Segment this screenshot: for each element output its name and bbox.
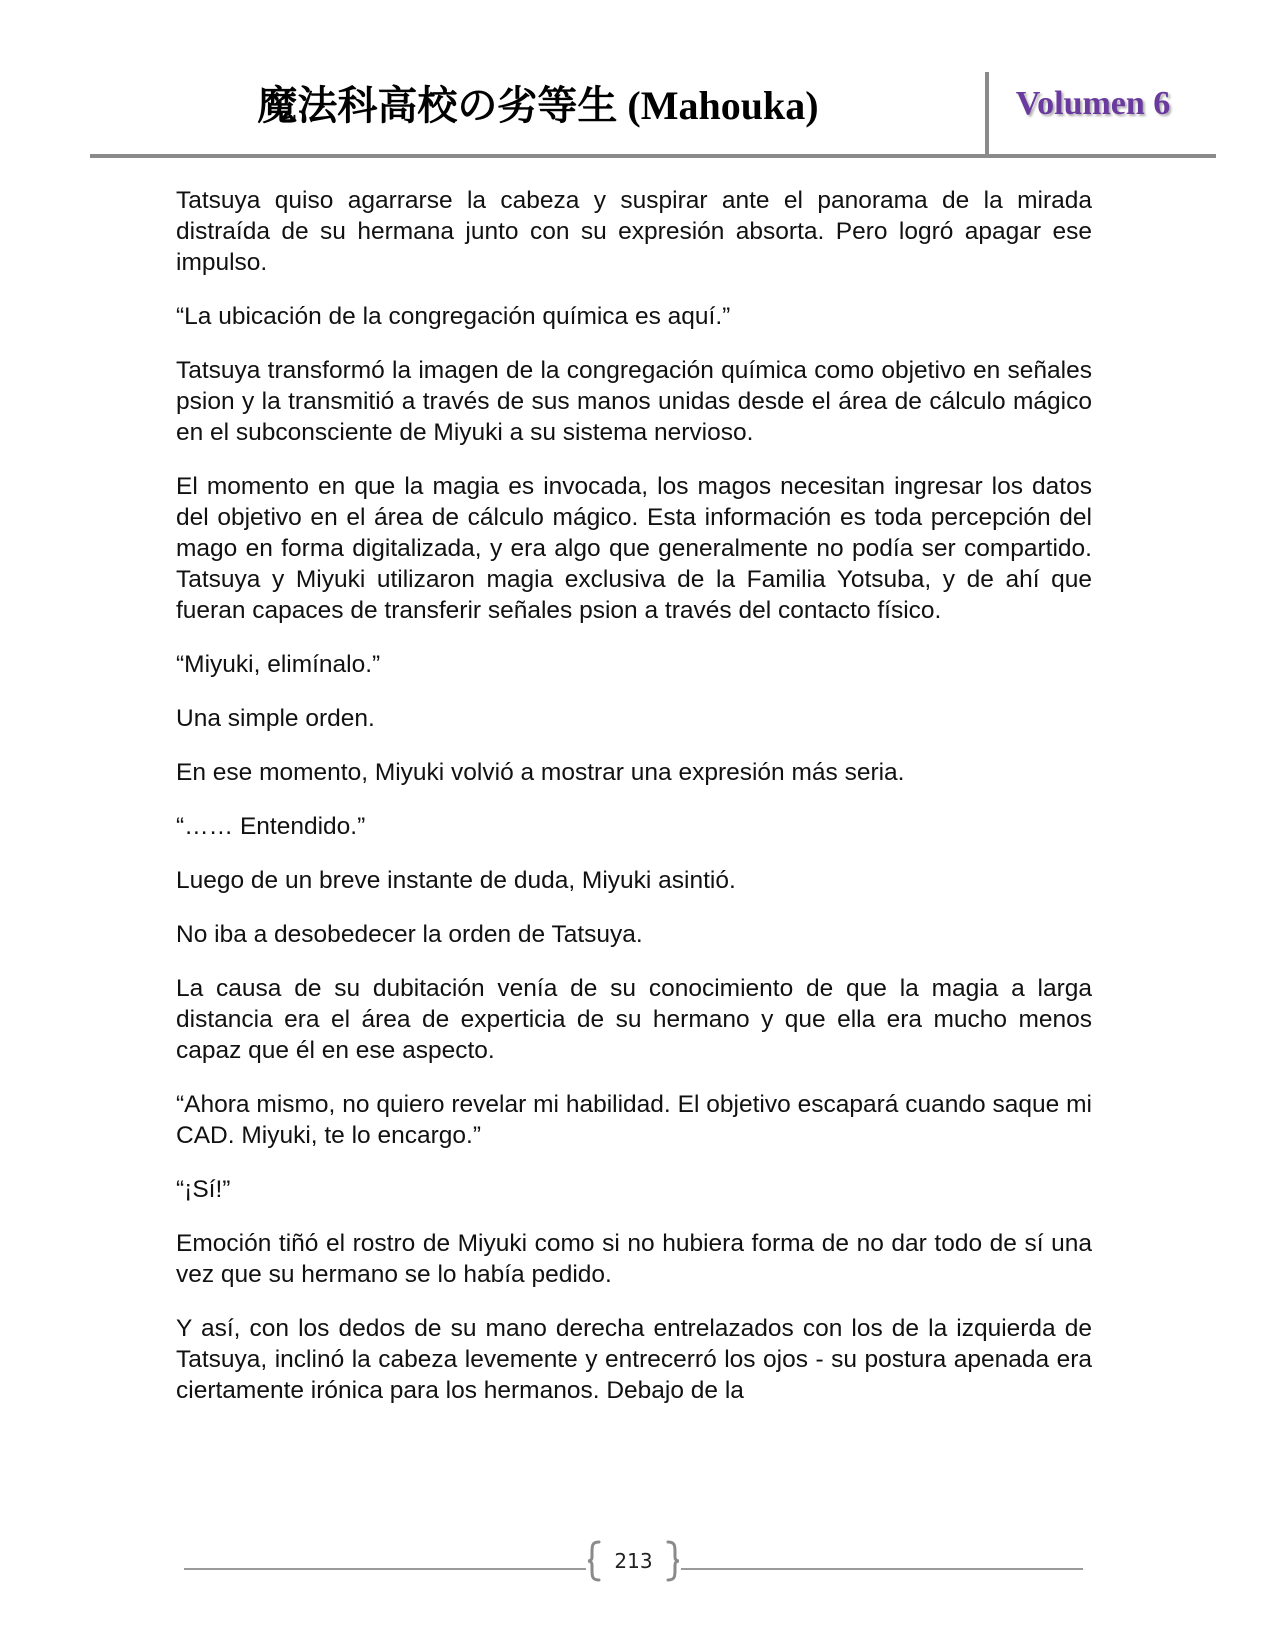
page-body [176, 185, 1092, 1429]
right-brace-icon [665, 1540, 681, 1582]
paragraph: Emoción tiñó el rostro de Miyuki como si no hubiera forma de no dar todo de sí una vez que su hermano se lo había pedido. [176, 1230, 1092, 1288]
paragraph: Tatsuya transformó la imagen de la congregación química como objetivo en señales psion y la transmitió a través de sus manos unidas desde el área de cálculo mágico en el subconsciente de Miyuki a su sistema nervioso. [176, 357, 1092, 446]
paragraph: “…… Entendido.” [176, 813, 366, 840]
header-rule [90, 154, 1216, 158]
paragraph: Una simple orden. [176, 705, 375, 732]
paragraph: “Ahora mismo, no quiero revelar mi habilidad. El objetivo escapará cuando saque mi CAD. Miyuki, te lo encargo.” [176, 1091, 1092, 1149]
page-header [0, 0, 1275, 160]
book-title: 魔法科高校の劣等生 (Mahouka) [257, 83, 819, 128]
volume-label: Volumen 6 [1015, 85, 1171, 122]
paragraph: Tatsuya quiso agarrarse la cabeza y suspirar ante el panorama de la mirada distraída de su hermana junto con su expresión absorta. Pero logró apagar ese impulso. [176, 187, 1092, 276]
paragraph: “Miyuki, elimínalo.” [176, 651, 381, 678]
paragraph: No iba a desobedecer la orden de Tatsuya. [176, 921, 643, 948]
paragraph: Luego de un breve instante de duda, Miyuki asintió. [176, 867, 736, 894]
page-footer [0, 1540, 1275, 1600]
footer-rule-left [184, 1568, 586, 1570]
paragraph: En ese momento, Miyuki volvió a mostrar una expresión más seria. [176, 759, 905, 786]
paragraph: El momento en que la magia es invocada, los magos necesitan ingresar los datos del objetivo en el área de cálculo mágico. Esta información es toda percepción del mago en forma digitalizada, y era algo que generalmente no podía ser compartido. Tatsuya y Miyuki utilizaron magia exclusiva de la Familia Yotsuba, y de ahí que fueran capaces de transferir señales psion a través del contacto físico. [176, 473, 1092, 624]
paragraph: Y así, con los dedos de su mano derecha entrelazados con los de la izquierda de Tatsuya, inclinó la cabeza levemente y entrecerró los ojos - su postura apenada era ciertamente irónica para los hermanos. Debajo de la [176, 1315, 1092, 1404]
paragraph: “La ubicación de la congregación química es aquí.” [176, 303, 731, 330]
left-brace-icon [586, 1540, 602, 1582]
footer-rule-right [681, 1568, 1083, 1570]
header-vertical-divider [985, 72, 989, 156]
page-number: 213 [614, 1549, 653, 1573]
paragraph: “¡Sí!” [176, 1176, 231, 1203]
paragraph: La causa de su dubitación venía de su conocimiento de que la magia a larga distancia era el área de experticia de su hermano y que ella era mucho menos capaz que él en ese aspecto. [176, 975, 1092, 1064]
